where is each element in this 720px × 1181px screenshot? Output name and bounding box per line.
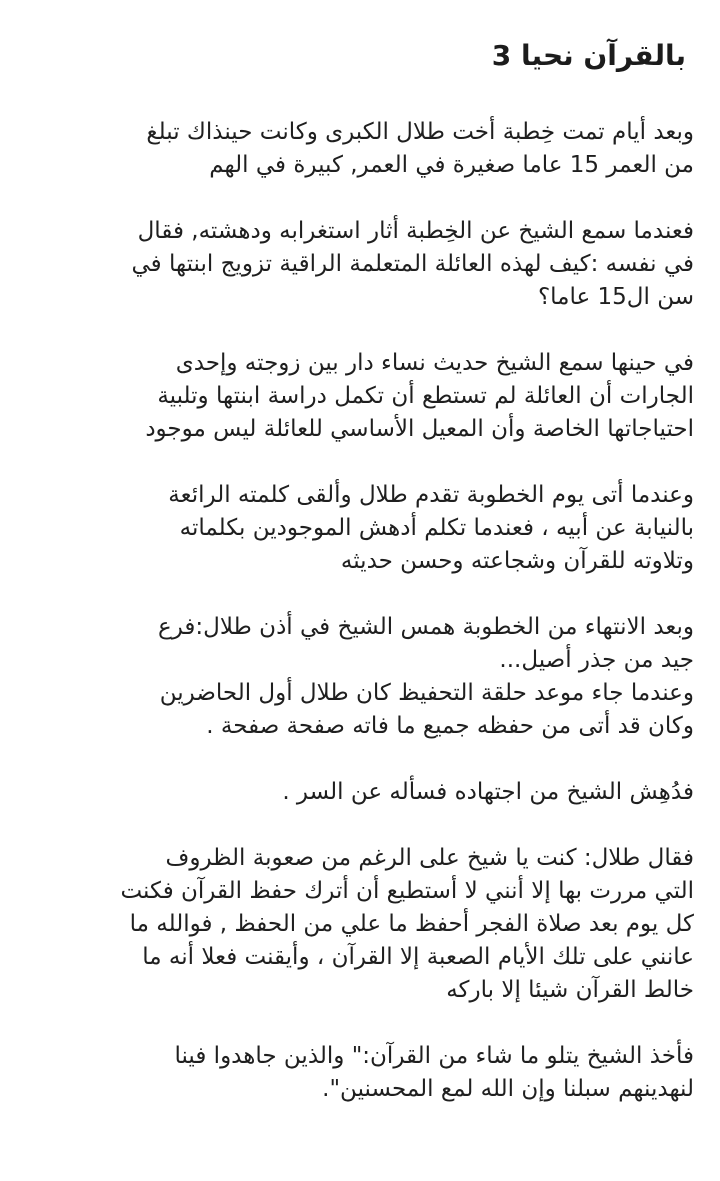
text-line: وبعد الانتهاء من الخطوبة همس الشيخ في أذن طلال:فرع [157,614,694,640]
document-title: بالقرآن نحيا 3 [491,39,686,72]
text-line: التي مررت بها إلا أنني لا أستطيع أن أترك حفظ القرآن فكنت [120,878,694,904]
paragraph-7 [24,842,694,1007]
text-line: سن ال15 عاما؟ [537,284,694,310]
text-line: وتلاوته للقرآن وشجاعته وحسن حديثه [340,548,694,574]
text-line: في حينها سمع الشيخ حديث نساء دار بين زوجته وإحدى [175,350,694,376]
paragraph-3 [24,347,694,446]
paragraph-2 [24,215,694,314]
text-line: عانني على تلك الأيام الصعبة إلا القرآن ، وأيقنت فعلا أنه ما [142,944,694,970]
text-line: وبعد أيام تمت خِطبة أخت طلال الكبرى وكانت حينذاك تبلغ [146,119,694,145]
text-line: فقال طلال: كنت يا شيخ على الرغم من صعوبة الظروف [165,845,694,871]
text-line: فأخذ الشيخ يتلو ما شاء من القرآن:" والذين جاهدوا فينا [174,1043,694,1069]
text-line: وكان قد أتى من حفظه جميع ما فاته صفحة صفحة . [206,713,694,739]
text-line: كل يوم بعد صلاة الفجر أحفظ ما علي من الحفظ , فوالله ما [129,911,694,937]
paragraph-6 [24,776,694,809]
text-line: وعندما أتى يوم الخطوبة تقدم طلال وألقى كلمته الرائعة [168,482,694,508]
text-line: لنهدينهم سبلنا وإن الله لمع المحسنين". [322,1076,694,1102]
text-line: وعندما جاء موعد حلقة التحفيظ كان طلال أول الحاضرين [159,680,694,706]
paragraph-4 [24,479,694,578]
paragraph-5 [24,611,694,743]
text-line: فدُهِش الشيخ من اجتهاده فسأله عن السر . [282,779,694,805]
text-line: من العمر 15 عاما صغيرة في العمر, كبيرة في الهم [209,152,694,178]
paragraph-1 [24,116,694,182]
text-line: احتياجاتها الخاصة وأن المعيل الأساسي للعائلة ليس موجود [145,416,694,442]
text-line: الجارات أن العائلة لم تستطع أن تكمل دراسة ابنتها وتلبية [157,383,694,409]
text-line: جيد من جذر أصيل... [499,647,694,673]
text-line: بالنيابة عن أبيه ، فعندما تكلم أدهش الموجودين بكلماته [179,515,694,541]
text-line: في نفسه :كيف لهذه العائلة المتعلمة الراقية تزويج ابنتها في [131,251,694,277]
text-line: خالط القرآن شيئا إلا باركه [446,977,694,1003]
text-line: فعندما سمع الشيخ عن الخِطبة أثار استغرابه ودهشته, فقال [137,218,694,244]
paragraph-8 [24,1040,694,1106]
